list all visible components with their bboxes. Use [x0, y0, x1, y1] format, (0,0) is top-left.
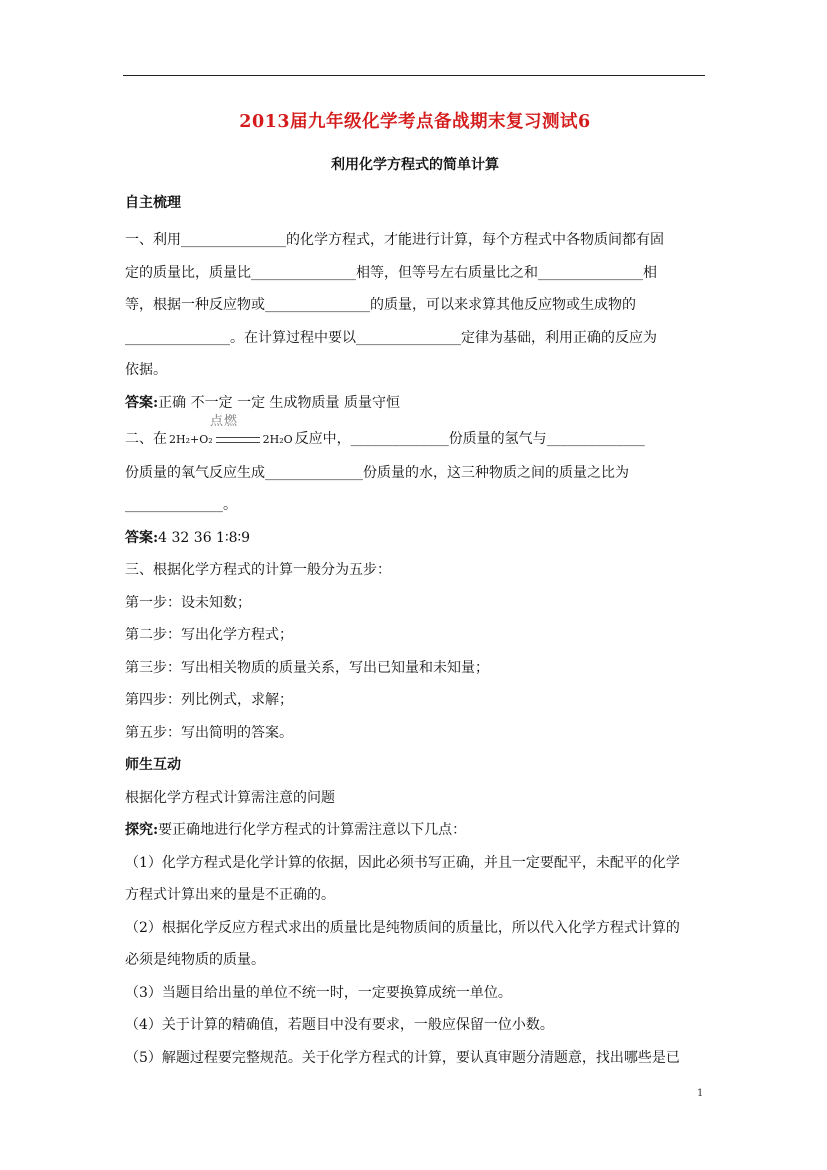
question-1: [125, 224, 705, 387]
document-title: 2013届九年级化学考点备战期末复习测试6: [239, 112, 591, 132]
answer-label: 答案:: [125, 529, 159, 546]
question-1-line-4: [125, 322, 705, 355]
text: 份质量的水，这三种物质之间的质量之比为: [363, 464, 629, 481]
point-5: （5）解题过程要完整规范。关于化学方程式的计算，要认真审题分清题意，找出哪些是已: [125, 1049, 680, 1066]
fill-blank: _______________: [538, 264, 643, 281]
document-subtitle: 利用化学方程式的简单计算: [331, 157, 499, 173]
equation-reactants: 2H₂+O₂: [169, 433, 213, 446]
step-3: 第三步：写出相关物质的质量关系，写出已知量和未知量；: [125, 659, 489, 676]
question-2-line-1: [125, 414, 705, 457]
text: 。: [223, 497, 237, 513]
section-heading-interaction: 师生互动: [125, 757, 181, 773]
text: 等，根据一种反应物或: [125, 297, 265, 313]
question-3-intro: 三、根据化学方程式的计算一般分为五步：: [125, 562, 391, 578]
header-rule: [123, 75, 705, 76]
fill-blank: _______________: [181, 232, 286, 248]
fill-blank: ______________: [350, 431, 449, 447]
page-number: 1: [697, 1088, 704, 1099]
document-body: [125, 108, 705, 1074]
equation-products: 2H₂O: [262, 433, 293, 446]
text: 的化学方程式，才能进行计算，每个方程式中各物质间都有固: [286, 232, 664, 248]
question-2-line-2: [125, 457, 705, 490]
explore-text: 要正确地进行化学方程式的计算需注意以下几点：: [158, 822, 467, 838]
equation-condition: 点燃: [210, 414, 239, 429]
step-2: 第二步：写出化学方程式；: [125, 627, 293, 643]
point-1-line-2: 方程式计算出来的量是不正确的。: [125, 887, 335, 903]
fill-blank: _______________: [356, 329, 461, 346]
answer-text: 4 32 36 1∶8∶9: [158, 529, 251, 546]
answer-2: [125, 522, 705, 555]
section-heading-self-study: 自主梳理: [125, 195, 181, 211]
fill-blank: ______________: [125, 497, 223, 513]
text: 。在计算过程中要以: [230, 329, 356, 346]
question-1-line-2: [125, 257, 705, 290]
fill-blank: ______________: [265, 464, 363, 481]
question-2: [125, 414, 705, 522]
explore-line: [125, 814, 705, 847]
question-1-line-5: 依据。: [125, 362, 167, 378]
step-4: 第四步：列比例式，求解；: [125, 692, 293, 708]
text: 的质量，可以来求算其他反应物或生成物的: [370, 297, 636, 313]
fill-blank: _______________: [251, 264, 356, 281]
text: 相: [643, 264, 657, 281]
fill-blank: ______________: [546, 431, 645, 447]
question-1-line-3: [125, 289, 705, 322]
point-3: （3）当题目给出量的单位不统一时，一定要换算成统一单位。: [125, 984, 512, 1001]
topic-line: 根据化学方程式计算需注意的问题: [125, 789, 335, 806]
point-1-line-1: （1）化学方程式是化学计算的依据，因此必须书写正确，并且一定要配平，未配平的化学: [125, 854, 680, 871]
fill-blank: _______________: [125, 329, 230, 346]
fill-blank: _______________: [265, 297, 370, 313]
text: 反应中，: [294, 431, 351, 447]
chemical-equation: [169, 414, 293, 457]
text: 定律为基础，利用正确的反应为: [461, 329, 657, 346]
point-2-line-2: 必须是纯物质的质量。: [125, 952, 265, 968]
question-1-line-1: [125, 224, 705, 257]
text: 定的质量比，质量比: [125, 264, 251, 281]
text: 份质量的氢气与: [448, 431, 547, 447]
step-5: 第五步：写出简明的答案。: [125, 724, 293, 741]
explore-label: 探究:: [125, 822, 159, 838]
point-2-line-1: （2）根据化学反应方程式求出的质量比是纯物质间的质量比，所以代入化学方程式计算的: [125, 919, 680, 936]
text: 二、在: [125, 431, 167, 447]
point-4: （4）关于计算的精确值，若题目中没有要求，一般应保留一位小数。: [125, 1017, 554, 1033]
answer-text: 正确 不一定 一定 生成物质量 质量守恒: [158, 394, 400, 411]
step-1: 第一步：设未知数；: [125, 594, 251, 611]
text: 一、利用: [125, 232, 181, 248]
question-2-line-3: [125, 489, 705, 522]
answer-label: 答案:: [125, 394, 159, 411]
text: 份质量的氧气反应生成: [125, 464, 265, 481]
text: 相等，但等号左右质量比之和: [356, 264, 538, 281]
